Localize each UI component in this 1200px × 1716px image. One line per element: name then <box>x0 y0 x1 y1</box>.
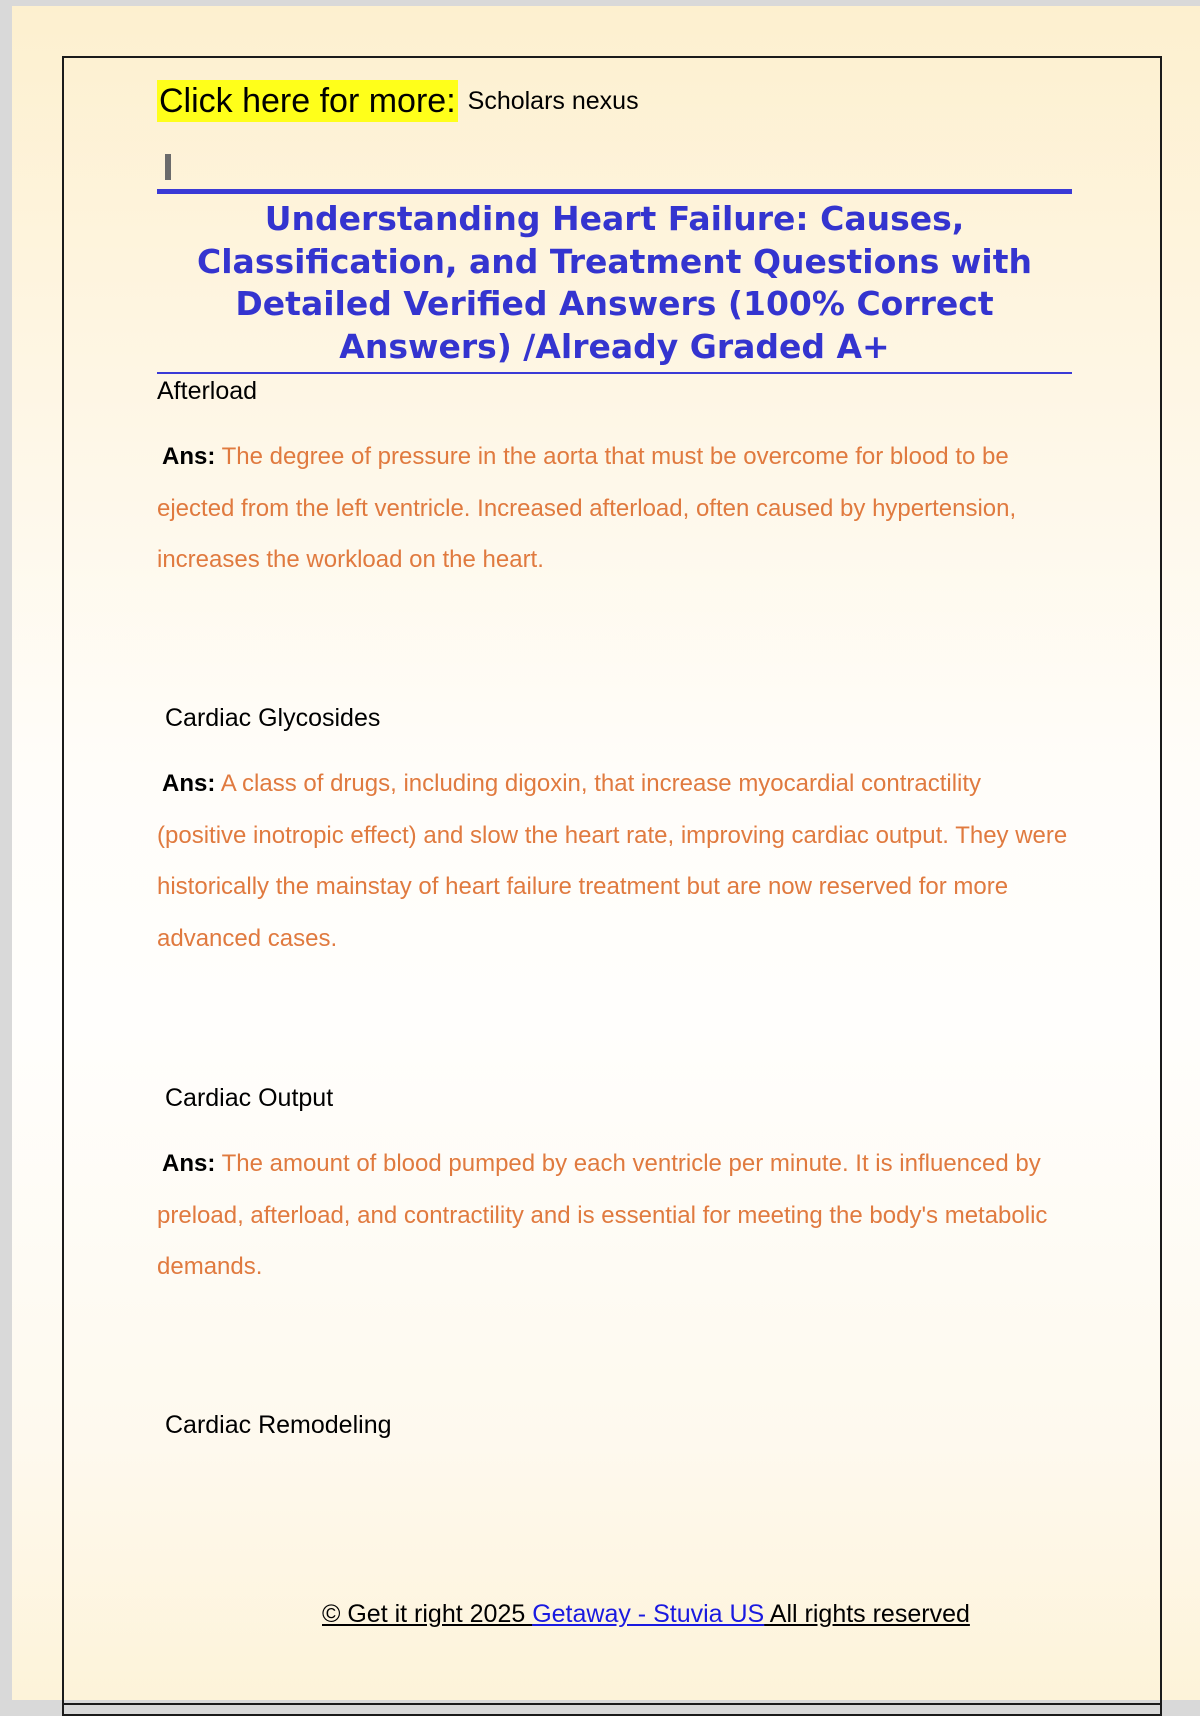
answer-body: The degree of pressure in the aorta that must be overcome for blood to be ejected from the left ventricle. Increased afterload, often caused by hypertension, increases the workload on the heart. <box>157 443 1017 573</box>
term-label: Cardiac Remodeling <box>165 1411 392 1439</box>
answer-text <box>157 431 1072 586</box>
qa-item-cardiac-output <box>157 1083 1072 1293</box>
term-label: Cardiac Glycosides <box>165 704 381 732</box>
ans-label: Ans: <box>162 443 216 470</box>
footer-prefix: © Get it right 2025 <box>322 1600 533 1628</box>
answer-body: A class of drugs, including digoxin, that increase myocardial contractility (positive inotropic effect) and slow the heart rate, improving cardiac output. They were historically the mainstay of heart failure treatment but are now reserved for more advanced cases. <box>157 770 1068 952</box>
document-page <box>12 6 1200 1700</box>
term-label: Cardiac Output <box>165 1084 334 1112</box>
term-label: Afterload <box>157 377 258 405</box>
promo-line <box>157 76 1072 126</box>
document-title: Understanding Heart Failure: Causes, Classification, and Treatment Questions with Detailed Verified Answers (100% Correct Answers) /Already Graded A+ <box>197 199 1032 366</box>
footer-suffix: All rights reserved <box>764 1600 970 1628</box>
text-cursor-icon <box>165 154 171 180</box>
ans-label: Ans: <box>162 1150 216 1177</box>
answer-text <box>157 1138 1072 1293</box>
qa-item-cardiac-remodeling <box>157 1410 1072 1440</box>
qa-item-afterload <box>157 376 1072 586</box>
answer-text <box>157 758 1072 964</box>
brand-name: Scholars nexus <box>467 86 639 115</box>
answer-body: The amount of blood pumped by each ventricle per minute. It is influenced by preload, afterload, and contractility and is essential for meeting the body's metabolic demands. <box>157 1150 1048 1280</box>
title-block <box>157 189 1072 374</box>
copyright-footer <box>322 1600 970 1629</box>
bottom-border <box>64 1703 1160 1705</box>
promo-link[interactable]: Click here for more: <box>159 82 456 120</box>
page-content <box>157 76 1072 1439</box>
ans-label: Ans: <box>162 770 216 797</box>
qa-item-cardiac-glycosides <box>157 703 1072 964</box>
footer-link[interactable]: Getaway - Stuvia US <box>532 1600 765 1628</box>
